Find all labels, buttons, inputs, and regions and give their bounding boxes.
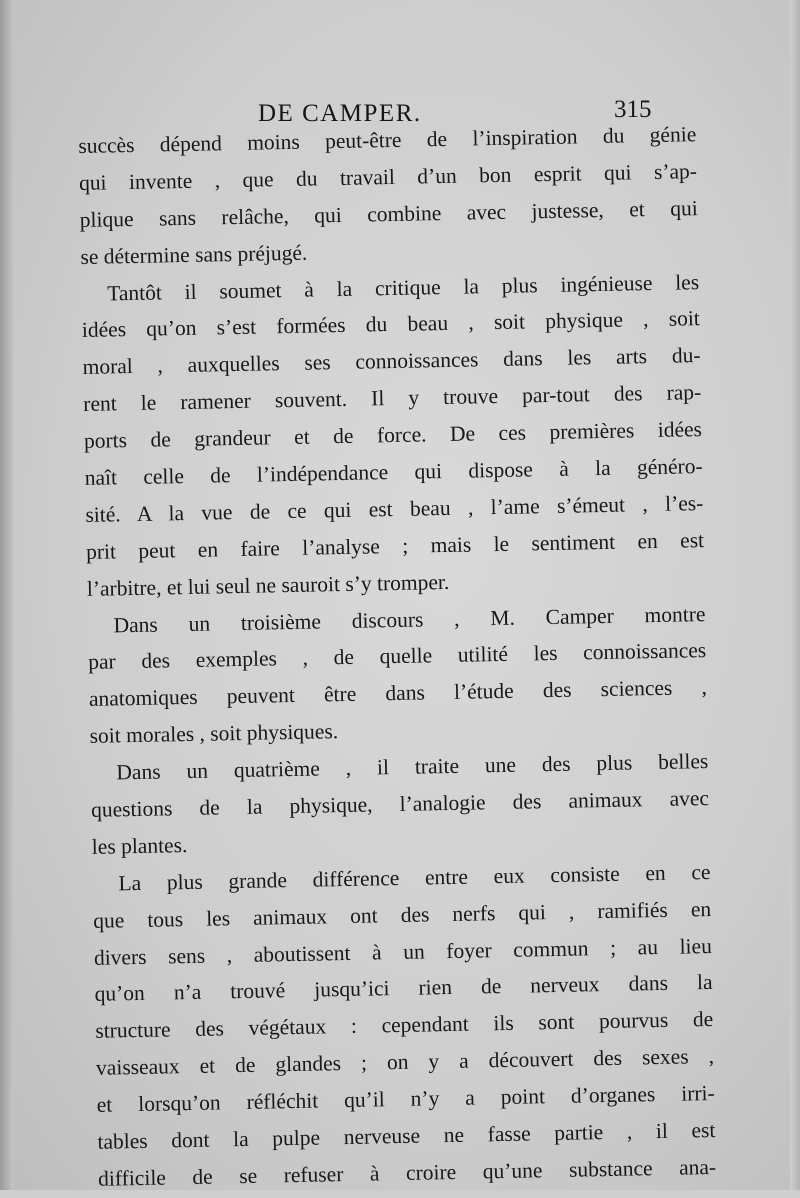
text-line: sité. A la vue de ce qui est beau , l’ame s’émeut , l’es-: [85, 490, 704, 527]
text-line: prit peut en faire l’analyse ; mais le sentiment en est: [85, 527, 705, 564]
text-line: La plus grande différence entre eux consiste en ce: [118, 859, 711, 896]
text-line: divers sens , aboutissent à un foyer commun ; au lieu: [93, 933, 713, 970]
text-line: Dans un quatrième , il traite une des plus belles: [116, 749, 709, 785]
text-line: Dans un troisième discours , M. Camper montre: [113, 601, 706, 637]
text-line: se détermine sans préjugé.: [80, 240, 308, 269]
page-gutter-shadow: [0, 0, 14, 1190]
text-line: soit morales , soit physiques.: [89, 719, 339, 749]
text-line: succès dépend moins peut-être de l’inspiration du génie: [78, 122, 697, 158]
text-line: naît celle de l’indépendance qui dispose à la généro-: [84, 454, 703, 490]
text-line: l’arbitre, et lui seul ne sauroit s’y tromper.: [86, 569, 450, 601]
text-line: qu’on n’a trouvé jusqu’ici rien de nerveux dans la: [94, 970, 713, 1007]
page-number: 315: [614, 96, 652, 123]
text-line: tables dont la pulpe nerveuse ne fasse partie , il est: [97, 1117, 716, 1154]
page-edge: [790, 0, 800, 1190]
text-line: et lorsqu’on réfléchit qu’il n’y a point d’organes irri-: [96, 1081, 715, 1117]
text-line: questions de la physique, l’analogie des animaux avec: [90, 786, 710, 822]
running-head: DE CAMPER.: [258, 100, 422, 127]
text-line: difficile de se refuser à croire qu’une substance ana-: [97, 1154, 717, 1191]
text-line: plique sans relâche, qui combine avec justesse, et qui: [79, 195, 698, 232]
text-line: les plantes.: [91, 832, 188, 859]
text-line: moral , auxquelles ses connoissances dans les arts du-: [82, 343, 701, 380]
body-text: [78, 116, 716, 1197]
text-line: anatomiques peuvent être dans l’étude des sciences ,: [88, 675, 708, 712]
text-line: rent le ramener souvent. Il y trouve par-tout des rap-: [83, 380, 702, 417]
text-line: vaisseaux et de glandes ; on y a découvert des sexes ,: [95, 1044, 715, 1081]
text-line: idées qu’on s’est formées du beau , soit physique , soit: [81, 306, 701, 343]
text-line: qui invente , que du travail d’un bon esprit qui s’ap-: [78, 159, 698, 195]
text-line: ports de grandeur et de force. De ces premières idées: [83, 417, 703, 454]
text-line: structure des végétaux : cependant ils sont pourvus de: [95, 1007, 714, 1044]
text-line: que tous les animaux ont des nerfs qui , ramifiés en: [92, 896, 712, 933]
text-line: par des exemples , de quelle utilité les connoissances: [88, 638, 707, 675]
text-line: Tantôt il soumet à la critique la plus ingénieuse les: [106, 269, 700, 306]
